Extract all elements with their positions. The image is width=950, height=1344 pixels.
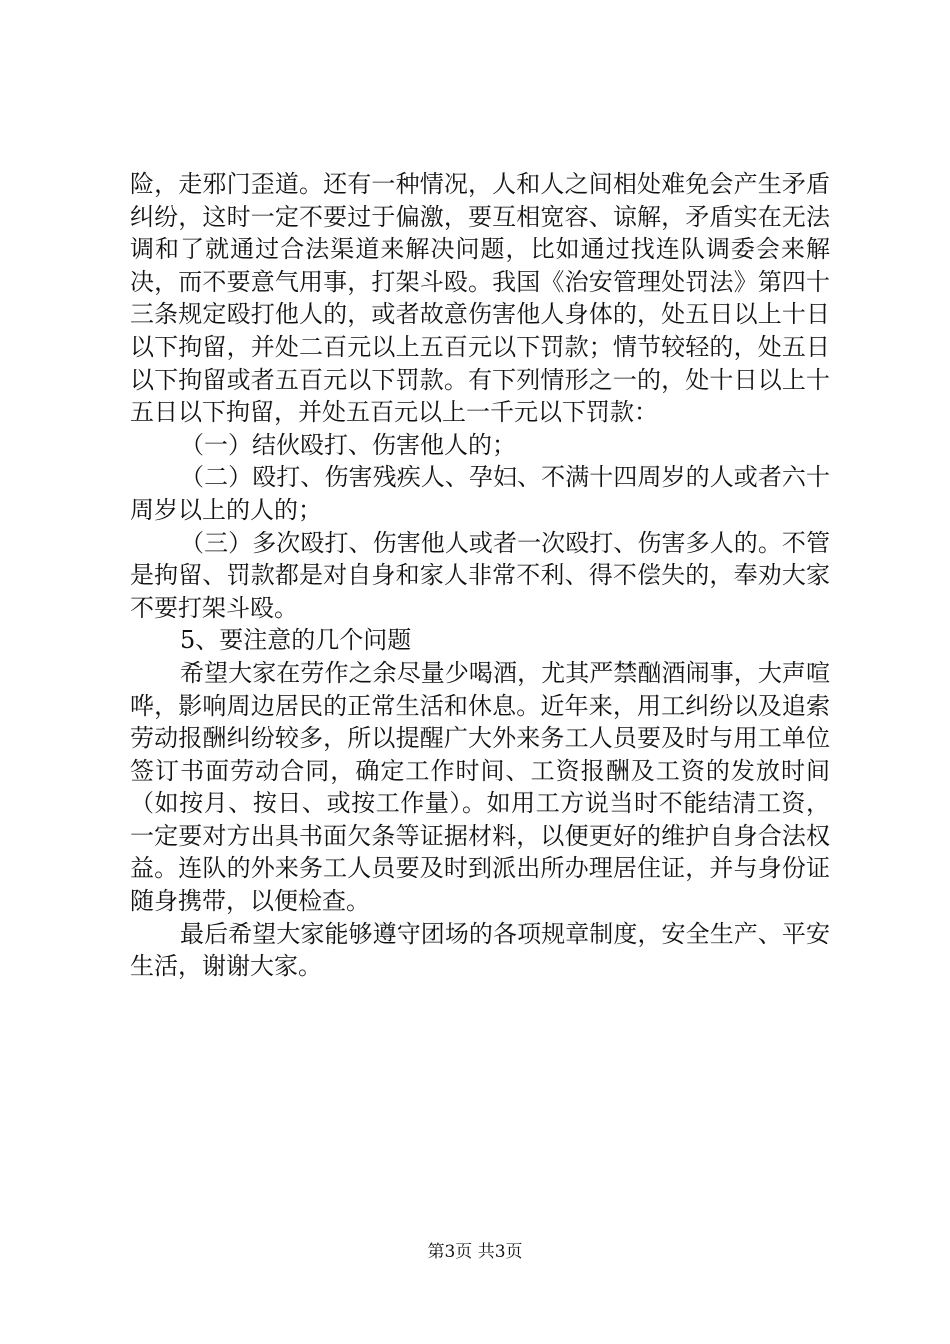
paragraph-item-one: （一）结伙殴打、伤害他人的； [180, 430, 516, 459]
page-number-footer: 第3页 共3页 [427, 1242, 523, 1262]
paragraph-closing: 最后希望大家能够遵守团场的各项规章制度，安全生产、平安生活，谢谢大家。 [130, 919, 830, 981]
paragraph-labor-notice: 希望大家在劳作之余尽量少喝酒，尤其严禁酗酒闹事，大声喧哗，影响周边居民的正常生活和休息。近年来，用工纠纷以及追索劳动报酬纠纷较多，所以提醒广大外来务工人员要及时与用工单位签订书面劳动合同，确定工作时间、工资报酬及工资的发放时间（如按月、按日、或按工作量）。如用工方说当时不能结清工资，一定要对方出具书面欠条等证据材料，以便更好的维护自身合法权益。连队的外来务工人员要及时到派出所办理居住证，并与身份证随身携带，以便检查。 [130, 658, 830, 916]
document-body [130, 168, 830, 983]
section-heading-issues: 5、要注意的几个问题 [180, 626, 412, 655]
paragraph-penalty-law: 险，走邪门歪道。还有一种情况，人和人之间相处难免会产生矛盾纠纷，这时一定不要过于偏激，要互相宽容、谅解，矛盾实在无法调和了就通过合法渠道来解决问题，比如通过找连队调委会来解决，而不要意气用事，打架斗殴。我国《治安管理处罚法》第四十三条规定殴打他人的，或者故意伤害他人身体的，处五日以上十日以下拘留，并处二百元以上五百元以下罚款；情节较轻的，处五日以下拘留或者五百元以下罚款。有下列情形之一的，处十日以上十五日以下拘留，并处五百元以上一千元以下罚款： [130, 170, 830, 427]
paragraph-item-three: （三）多次殴打、伤害他人或者一次殴打、伤害多人的。不管是拘留、罚款都是对自身和家人非常不利、得不偿失的，奉劝大家不要打架斗殴。 [130, 528, 830, 622]
paragraph-item-two: （二）殴打、伤害残疾人、孕妇、不满十四周岁的人或者六十周岁以上的人的； [130, 463, 830, 524]
